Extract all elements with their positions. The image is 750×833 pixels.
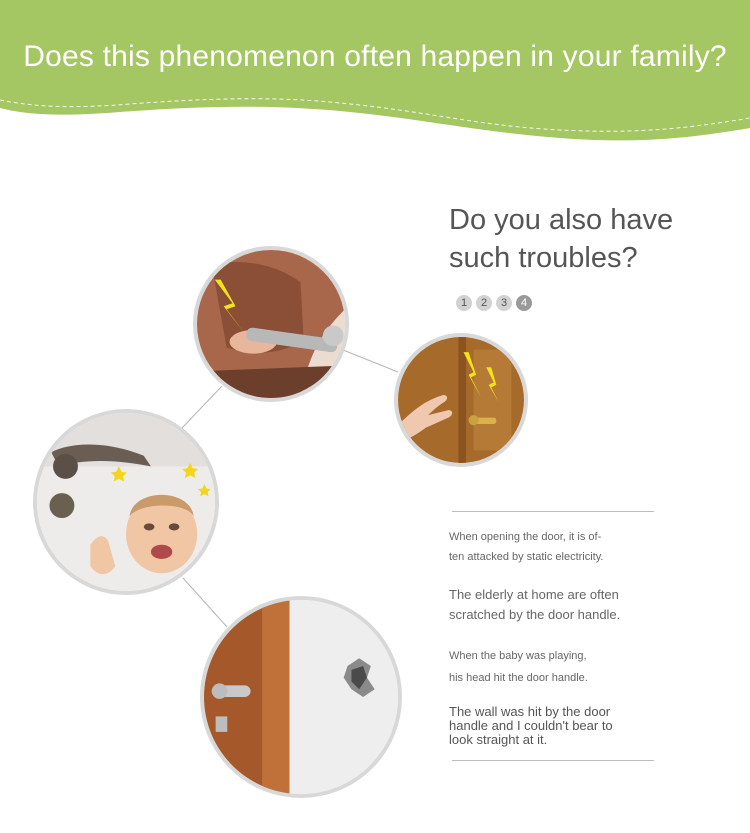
divider-bottom <box>452 760 654 761</box>
pager-dot-4[interactable]: 4 <box>516 295 532 311</box>
caption-wall-hit: The wall was hit by the door handle and I couldn't bear to look straight at it. <box>449 704 613 747</box>
intro-line-1: Do you also have <box>449 204 674 236</box>
pager-dot-3[interactable]: 3 <box>496 295 512 311</box>
photo-crying-baby <box>33 409 219 595</box>
pager-dot-1[interactable]: 1 <box>456 295 472 311</box>
photo-door-static <box>394 333 528 467</box>
photo-wall-damage <box>200 596 402 798</box>
photo-back-pain <box>193 246 349 402</box>
intro-line-2: such troubles? <box>449 242 638 274</box>
divider-top <box>452 511 654 512</box>
caption-baby-head: When the baby was playing, his head hit the door handle. <box>449 650 588 684</box>
caption-static-electricity: When opening the door, it is of- ten attacked by static electricity. <box>449 531 604 563</box>
caption-elderly-scratched: The elderly at home are often scratched by the door handle. <box>449 587 621 622</box>
page-title: Does this phenomenon often happen in your family? <box>23 40 727 73</box>
pager-dot-2[interactable]: 2 <box>476 295 492 311</box>
